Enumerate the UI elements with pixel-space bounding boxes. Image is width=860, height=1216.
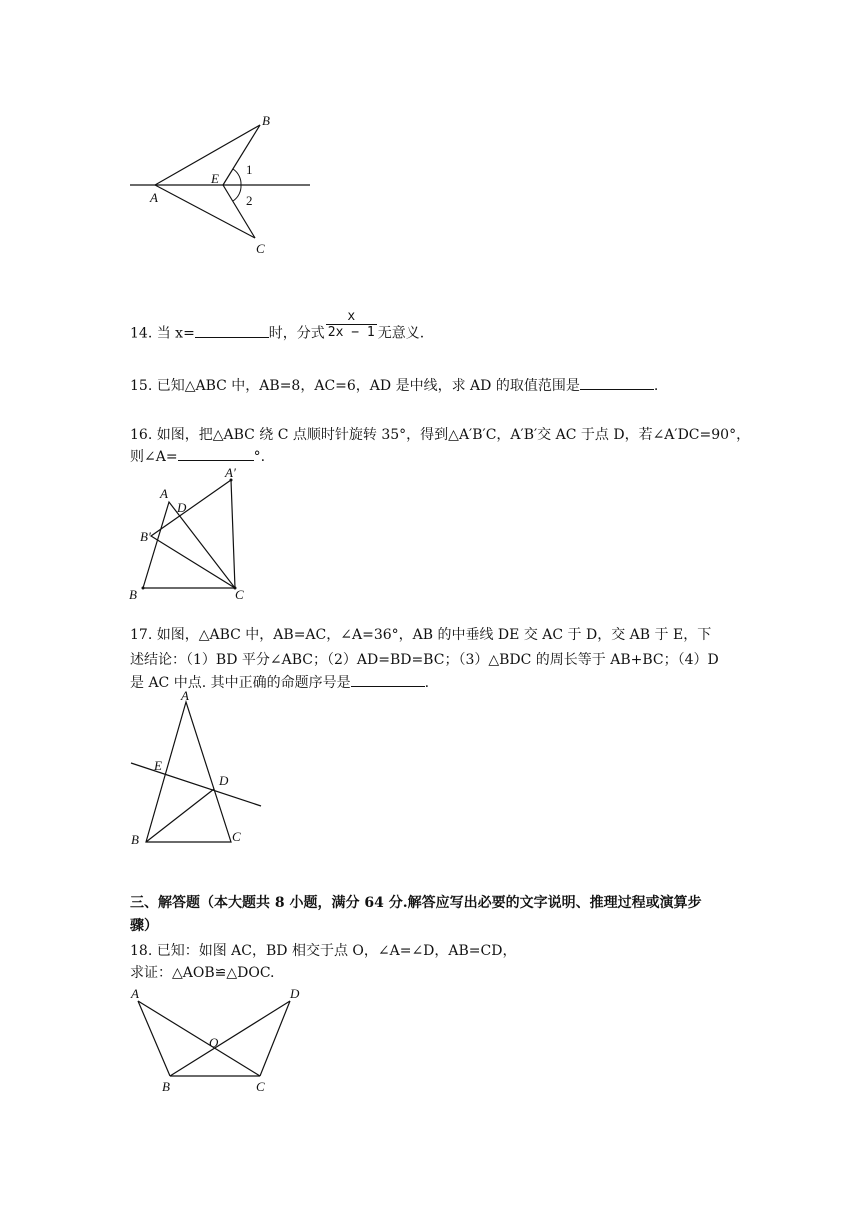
angle-2-arc bbox=[233, 185, 241, 201]
question-15 bbox=[130, 375, 658, 397]
answer-blank-16[interactable] bbox=[178, 446, 254, 461]
label-A: A bbox=[150, 190, 158, 205]
label-D: D bbox=[290, 986, 300, 1001]
question-17-text-after: . bbox=[424, 675, 430, 691]
question-16-text-after: °. bbox=[253, 449, 266, 465]
question-15-number: 15. bbox=[130, 378, 153, 394]
label-C: C bbox=[235, 587, 244, 602]
section-3-heading-line-2: 骤） bbox=[130, 918, 158, 934]
label-D: D bbox=[177, 500, 187, 515]
label-A: A bbox=[160, 486, 168, 501]
label-D: D bbox=[219, 773, 229, 788]
angle-1-arc bbox=[233, 169, 241, 185]
label-B: B bbox=[129, 587, 137, 602]
answer-blank-17[interactable] bbox=[351, 672, 425, 687]
label-C: C bbox=[256, 1079, 265, 1094]
label-A: A bbox=[181, 688, 189, 703]
question-17-text-before: 是 AC 中点. 其中正确的命题序号是 bbox=[130, 675, 351, 691]
question-16-text-before: 则∠A= bbox=[130, 449, 178, 465]
answer-blank-14[interactable] bbox=[195, 323, 269, 338]
label-B-prime: B′ bbox=[140, 529, 151, 544]
segment-AB bbox=[155, 125, 260, 185]
question-14-text-after: 无意义. bbox=[377, 325, 425, 342]
question-17-line-2: 述结论：（1）BD 平分∠ABC；（2）AD=BD=BC；（3）△BDC 的周长等于 AB+BC；（4）D bbox=[130, 652, 719, 668]
segment-DB bbox=[170, 1001, 290, 1076]
section-3-heading-line-1: 三、解答题（本大题共 8 小题，满分 64 分.解答应写出必要的文字说明、推理过程或演算步 bbox=[130, 895, 702, 911]
question-15-text-after: . bbox=[653, 378, 659, 394]
figure-13 bbox=[125, 110, 325, 260]
figure-17 bbox=[125, 688, 270, 853]
triangle-ABC bbox=[143, 502, 235, 588]
segment-DC bbox=[260, 1001, 290, 1076]
question-18-line-2: 求证：△AOB≌△DOC. bbox=[130, 965, 275, 981]
question-14-text-mid: 时，分式 bbox=[268, 325, 325, 342]
question-14-number: 14. bbox=[130, 325, 153, 342]
question-18-line-1: 18. 已知：如图 AC，BD 相交于点 O，∠A=∠D，AB=CD， bbox=[130, 943, 517, 959]
label-B: B bbox=[262, 113, 270, 128]
label-C: C bbox=[256, 241, 265, 256]
segment-AB bbox=[138, 1001, 170, 1076]
perpendicular-bisector-DE bbox=[131, 763, 261, 806]
question-14-text-before: 当 x= bbox=[156, 325, 195, 342]
question-16-line-1: 16. 如图，把△ABC 绕 C 点顺时针旋转 35°，得到△A′B′C，A′B′交 AC 于点 D，若∠A′DC=90°， bbox=[130, 427, 751, 443]
label-A-prime: A′ bbox=[225, 465, 236, 480]
label-angle-1: 1 bbox=[246, 162, 253, 177]
segment-AC bbox=[138, 1001, 260, 1076]
question-14 bbox=[130, 309, 425, 349]
label-angle-2: 2 bbox=[246, 193, 253, 208]
label-B: B bbox=[131, 832, 139, 847]
question-15-text: 已知△ABC 中，AB=8，AC=6，AD 是中线，求 AD 的取值范围是 bbox=[156, 378, 580, 394]
question-17-line-1: 17. 如图，△ABC 中，AB=AC，∠A=36°，AB 的中垂线 DE 交 AC 于 D，交 AB 于 E，下 bbox=[130, 627, 712, 643]
fraction-denominator: 2x − 1 bbox=[327, 325, 375, 340]
fraction bbox=[326, 309, 377, 340]
label-O: O bbox=[209, 1035, 219, 1050]
label-E: E bbox=[211, 171, 219, 186]
label-E: E bbox=[154, 758, 162, 773]
segment-BD bbox=[146, 789, 214, 842]
point-B bbox=[142, 587, 145, 590]
answer-blank-15[interactable] bbox=[580, 375, 654, 390]
figure-18 bbox=[125, 985, 325, 1095]
segment-EB bbox=[223, 125, 260, 185]
label-A: A bbox=[131, 986, 139, 1001]
figure-16 bbox=[125, 462, 265, 607]
label-B: B bbox=[162, 1079, 170, 1094]
label-C: C bbox=[232, 829, 241, 844]
fraction-numerator: x bbox=[326, 309, 377, 325]
